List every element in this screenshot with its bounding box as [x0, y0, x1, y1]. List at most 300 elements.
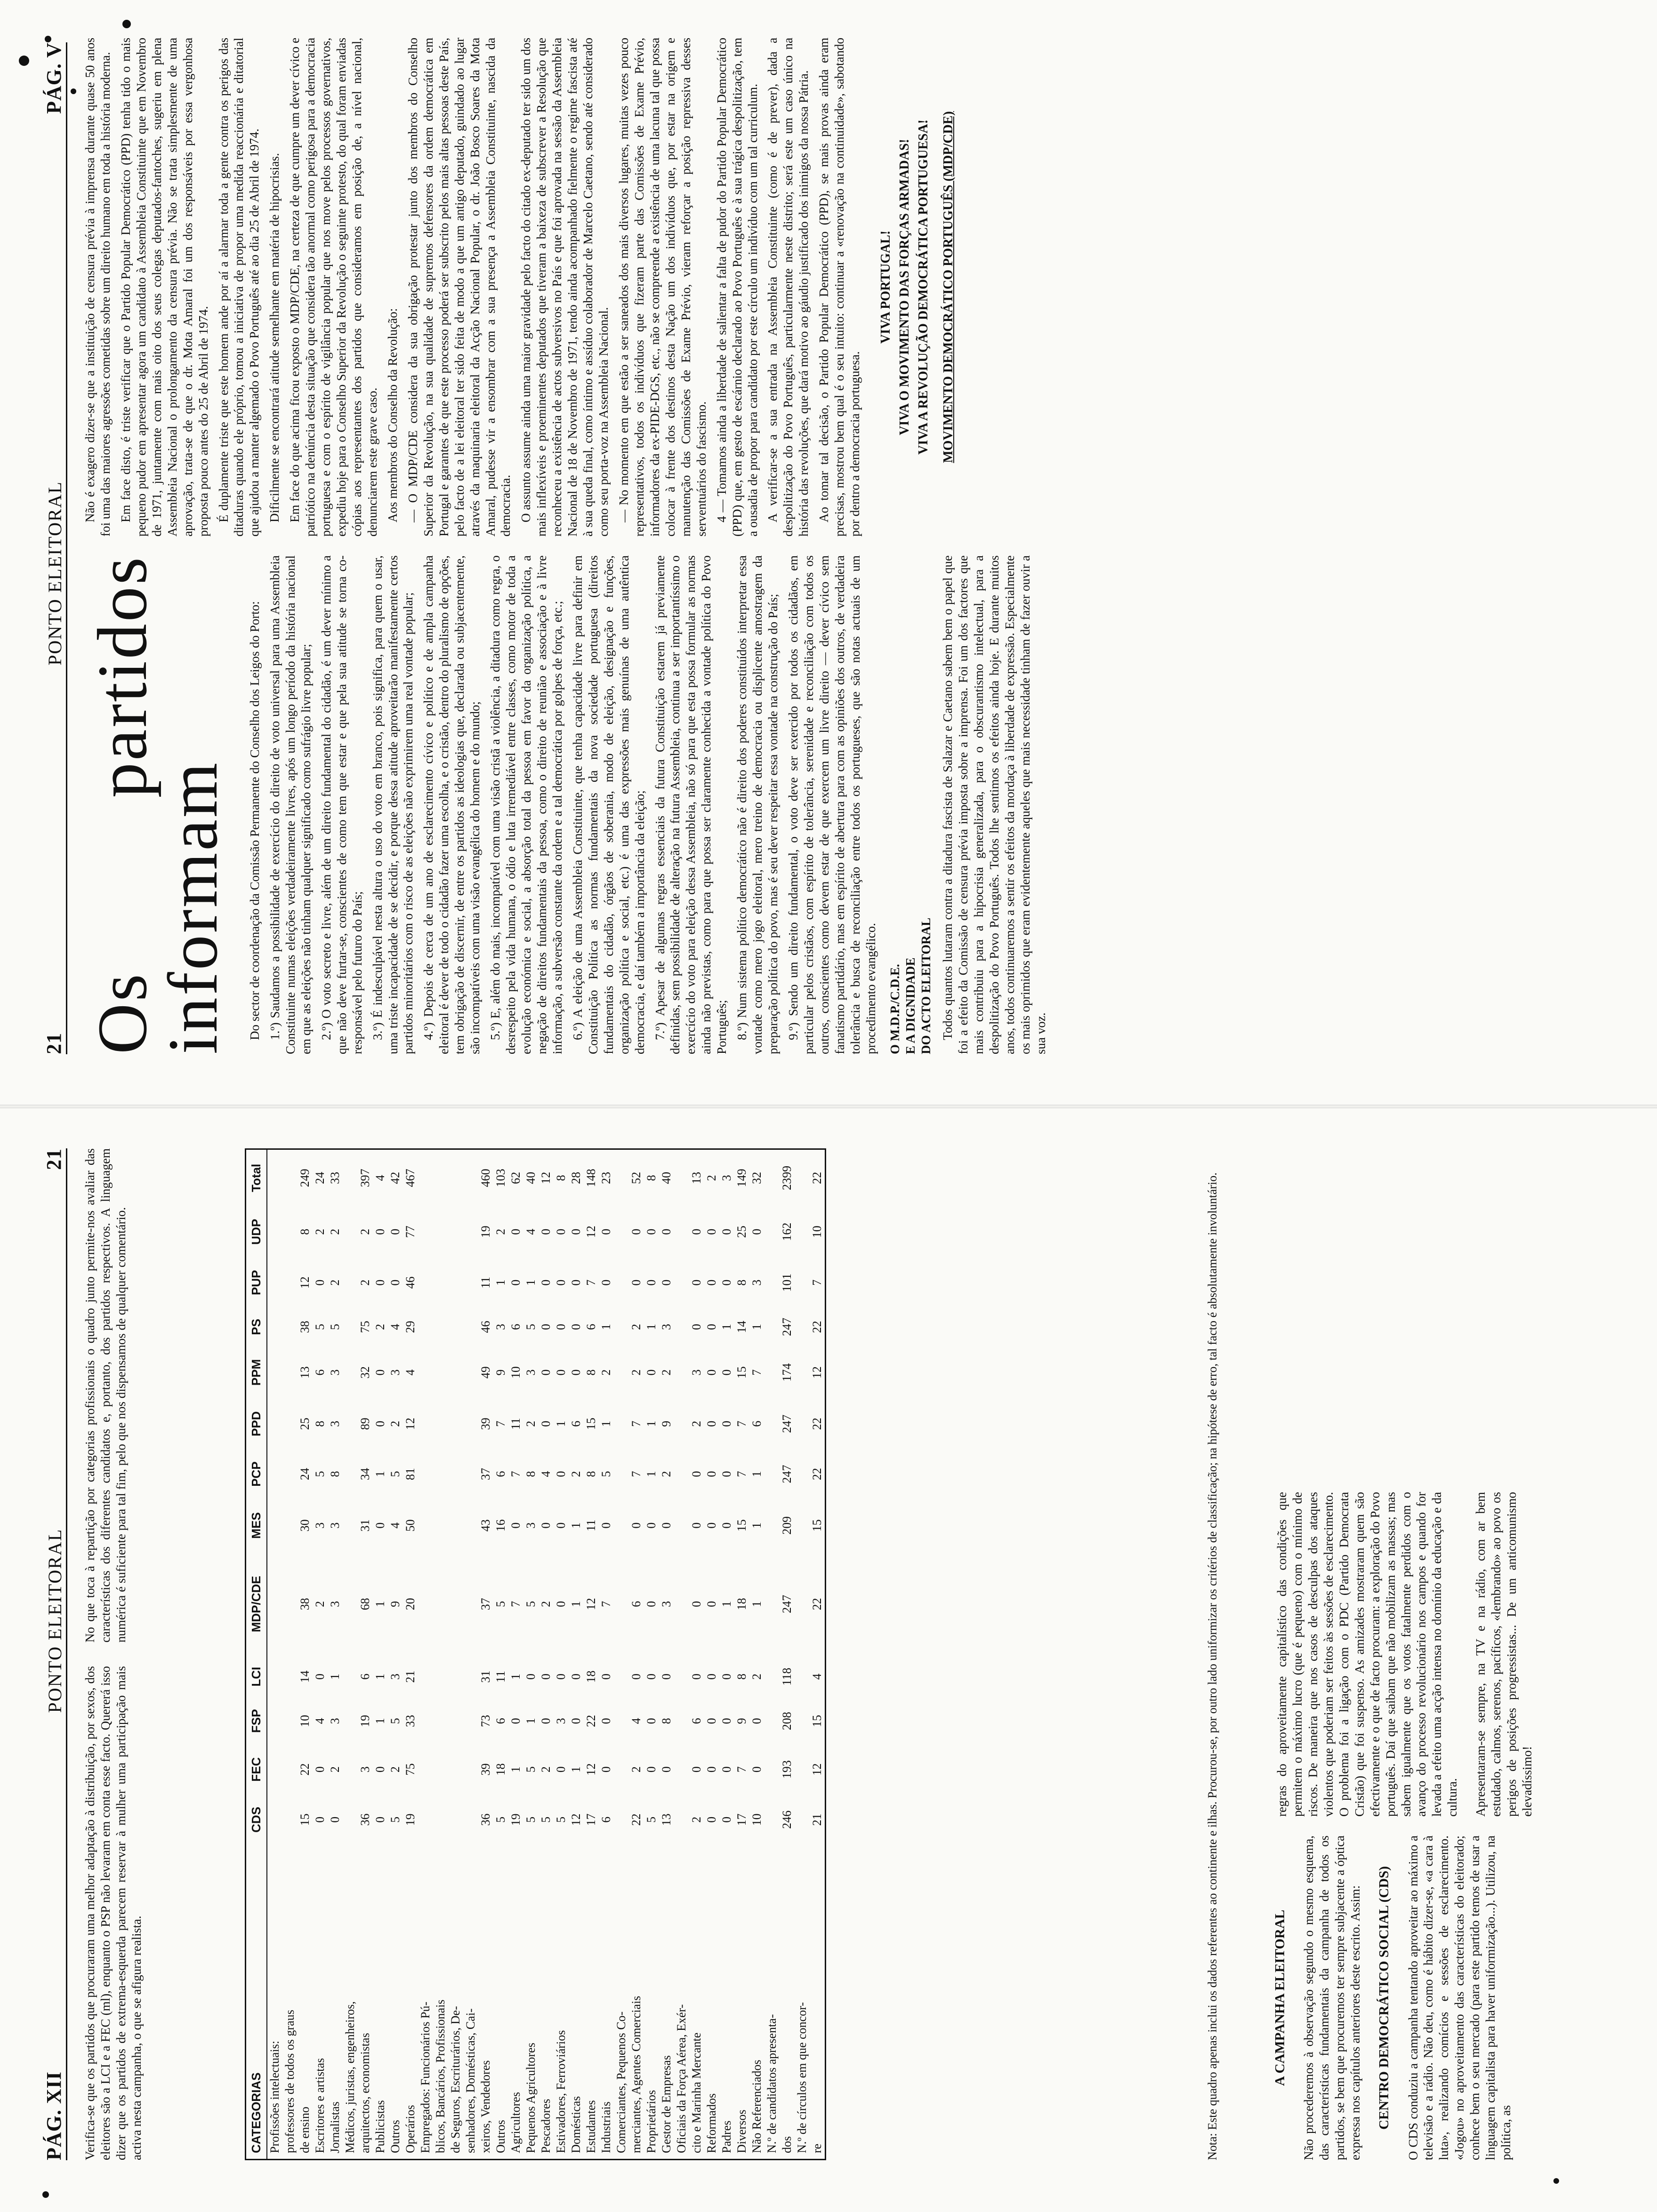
table-cell — [343, 1206, 358, 1258]
table-cell: 0 — [569, 1369, 583, 1376]
table-cell: 8 — [524, 1471, 538, 1477]
table-cell: 13 — [660, 1813, 673, 1826]
table-cell — [674, 1697, 689, 1745]
table-cell: 0 — [705, 1718, 718, 1724]
table-cell — [795, 1308, 810, 1346]
table-cell: 18 — [735, 1598, 748, 1611]
table-cell: 9 — [735, 1718, 748, 1724]
table-cell: 2 — [660, 1471, 673, 1477]
table-cell — [343, 1399, 358, 1449]
table-cell: 38 — [298, 1321, 312, 1333]
table-row — [358, 1149, 373, 2160]
profession-category-table — [245, 1148, 826, 2160]
table-cell: 0 — [720, 1279, 733, 1286]
table-cell: 1 — [494, 1279, 507, 1286]
category-label: Jornalistas — [328, 2101, 342, 2153]
table-cell: 0 — [690, 1522, 703, 1529]
table-cell — [764, 1794, 780, 1845]
category-label: Outros — [388, 2120, 402, 2153]
table-cell: 21 — [403, 1670, 417, 1683]
table-cell — [433, 1346, 448, 1399]
table-cell — [463, 1399, 478, 1449]
table-cell — [795, 1149, 810, 1206]
table-cell: 7 — [810, 1279, 824, 1286]
table-cell — [674, 1552, 689, 1656]
table-cell: 2 — [629, 1766, 643, 1773]
table-cell: 75 — [403, 1763, 417, 1776]
table-cell: 43 — [479, 1519, 492, 1532]
table-cell: 0 — [539, 1279, 553, 1286]
table-cell: 46 — [479, 1321, 492, 1333]
table-cell: 162 — [780, 1222, 794, 1241]
table-cell: 0 — [569, 1718, 583, 1724]
table-cell: 0 — [539, 1522, 553, 1529]
table-cell: 3 — [328, 1601, 342, 1607]
category-label: Escritores e artistas — [313, 2058, 327, 2153]
table-cell: 8 — [313, 1420, 327, 1427]
table-cell: 0 — [599, 1228, 613, 1235]
table-cell — [795, 1697, 810, 1745]
category-label: Comerciantes, Pequenos Co- — [614, 2011, 628, 2153]
category-label: Publicistas — [373, 2100, 387, 2153]
table-cell: 12 — [298, 1276, 312, 1289]
table-cell: 0 — [720, 1228, 733, 1235]
category-label: professores de todos os graus — [283, 2010, 297, 2153]
table-cell: 0 — [629, 1279, 643, 1286]
category-label: Gestor de Empresas — [660, 2055, 673, 2153]
table-cell — [343, 1308, 358, 1346]
table-cell — [282, 1656, 298, 1697]
table-cell — [463, 1258, 478, 1308]
mdp-paragraph: Dificilmente se encontrará atitude semelhante em matéria de hipocrisias. — [267, 153, 282, 522]
cds-continuation-2: Apresentaram-se sempre, na TV e na rádio, com ar bem estudado, calmos, serenos, pacíficos, «lembrando» ao povo os perigos de posições progressistas... De um anticomunismo elevadíssimo! — [1473, 1492, 1535, 1817]
table-cell: 2 — [358, 1228, 372, 1235]
table-cell — [674, 1499, 689, 1552]
right-section-title: PONTO ELEITORAL — [44, 481, 65, 665]
table-cell: 247 — [780, 1317, 794, 1336]
table-cell — [282, 1745, 298, 1794]
right-columns — [82, 38, 1619, 1054]
table-cell: 38 — [298, 1598, 312, 1611]
table-row — [403, 1149, 418, 2160]
table-row — [569, 1149, 584, 2160]
table-cell: 0 — [705, 1228, 718, 1235]
table-cell: 2 — [328, 1766, 342, 1773]
table-cell: 2 — [388, 1420, 402, 1427]
mdp-heading — [887, 555, 934, 1054]
table-cell: 7 — [735, 1766, 748, 1773]
table-cell — [614, 1656, 629, 1697]
article-title: Os partidos informam — [83, 555, 232, 1054]
table-cell — [674, 1656, 689, 1697]
table-cell: 0 — [569, 1674, 583, 1680]
table-cell: 29 — [403, 1321, 417, 1333]
table-cell — [433, 1149, 448, 1206]
table-cell — [418, 1552, 433, 1656]
mdp-paragraph: Em face disto, é triste verificar que o Partido Popular Democrático (PPD) tenha tido o mais pequeno pudor em apresentar agora um candidato à Assembleia Constituinte que em Novembro de 1971, juntamente com mais oito dos seus colegas deputados-fantoches, sugeriu em plena Assembleia Nacional o prolongamento da censura prévia. Não se trata simplesmente de uma aprovação, trata-se de que o dr. Mota Amaral foi um dos responsáveis por essa vergonhosa proposta pouco antes do 25 de Abril de 1974. — [118, 38, 210, 537]
campaign-column-2 — [1262, 1492, 1548, 1817]
table-cell: 5 — [524, 1816, 538, 1823]
table-cell — [267, 1399, 282, 1449]
table-cell: 10 — [298, 1715, 312, 1727]
table-cell: 5 — [599, 1471, 613, 1477]
table-cell: 0 — [554, 1228, 568, 1235]
table-cell: 5 — [524, 1766, 538, 1773]
mdp-heading-line-3: DO ACTO ELEITORAL — [918, 917, 933, 1054]
table-cell — [795, 1206, 810, 1258]
category-label: xeiros, Vendedores — [479, 2060, 492, 2153]
table-cell: 0 — [373, 1228, 387, 1235]
table-cell — [764, 1346, 780, 1399]
table-cell: 6 — [569, 1420, 583, 1427]
table-cell — [795, 1656, 810, 1697]
table-cell: 3 — [358, 1766, 372, 1773]
table-cell — [267, 1794, 282, 1845]
table-cell — [343, 1499, 358, 1552]
category-label: cito e Marinha Mercante — [690, 2032, 703, 2153]
table-cell: 18 — [494, 1763, 507, 1776]
table-cell: 7 — [509, 1471, 523, 1477]
table-cell: 1 — [524, 1718, 538, 1724]
category-label: Industriais — [599, 2101, 613, 2153]
table-cell — [764, 1697, 780, 1745]
table-cell: 3 — [328, 1522, 342, 1529]
table-row — [388, 1149, 403, 2160]
table-cell — [343, 1149, 358, 1206]
mdp-paragraph: Em face do que acima ficou exposto o MDP/CDE, na certeza de que cumpre um dever cívico e patriótico na denúncia desta situação que considera tão anormal como perigosa para a democracia portuguesa e com o espírito de vigilância popular que nos move pelos processos governativos, expediu hoje para o Conselho Superior da Revolução o seguinte protesto, do qual foram enviadas cópias aos representantes dos partidos que consideramos em posição de, a nível nacional, denunciarem este grave caso. — [288, 38, 379, 537]
table-cell — [433, 1308, 448, 1346]
table-cell: 0 — [690, 1766, 703, 1773]
table-cell: 0 — [720, 1420, 733, 1427]
ink-speck — [71, 88, 76, 94]
mdp-paragraph: — No momento em que estão a ser saneados dos mais diversos lugares, muitas vezes pouco representativos, todos os indivíduos que fizeram parte das Comissões de Exame Prévio, informadores da ex-PIDE-DGS, etc., não se compreende a existência de uma lacuna tal que possa colocar à frente dos destinos desta Nação um dos indivíduos que, por estar na origem e manutenção das Comissões de Exame Prévio, vieram reforçar a posição repressiva desses serventuários do fascismo. — [617, 38, 708, 537]
table-cell: 0 — [720, 1718, 733, 1724]
table-cell — [463, 1552, 478, 1656]
table-cell: 1 — [373, 1471, 387, 1477]
ink-speck — [42, 2191, 49, 2198]
table-cell — [418, 1697, 433, 1745]
table-cell — [795, 1449, 810, 1499]
table-row — [343, 1149, 358, 2160]
table-cell — [433, 1399, 448, 1449]
table-row — [373, 1149, 388, 2160]
table-cell: 2 — [750, 1674, 764, 1680]
table-cell: 2 — [388, 1766, 402, 1773]
table-cell: 0 — [660, 1674, 673, 1680]
table-cell: 3 — [328, 1369, 342, 1376]
table-cell: 0 — [313, 1674, 327, 1680]
table-cell: 3 — [313, 1522, 327, 1529]
table-cell: 4 — [313, 1718, 327, 1724]
category-label: Estudantes — [584, 2100, 598, 2153]
table-cell — [448, 1499, 463, 1552]
table-header-cell: FEC — [246, 1745, 267, 1794]
table-cell: 1 — [373, 1718, 387, 1724]
leigos-paragraph: 7.º) Apesar de algumas regras essenciais da futura Constituição estarem já previamente definidas, sem possibilidade de alteração na futura Assembleia, continua a ser importantíssimo o exercício do voto para eleição dessa Assembleia, não só para que esta possa formular as normas ainda não previstas, como para que possa ser claramente conhecida a vontade política do Povo Português; — [652, 555, 729, 1054]
table-row — [704, 1149, 719, 2160]
table-cell: 15 — [735, 1519, 748, 1532]
table-cell — [463, 1499, 478, 1552]
slogan-1: VIVA PORTUGAL! — [878, 230, 893, 344]
table-cell: 39 — [479, 1418, 492, 1430]
table-row — [433, 1149, 448, 2160]
leigos-paragraph: 1.º) Saudamos a possibilidade de exercício do direito de voto universal para uma Assembleia Constituinte numas eleições verdadeiramente livres, após um longo período da história nacional em que as eleições não tinham qualquer significado como sufrágio livre popular; — [267, 555, 313, 1054]
table-cell: 25 — [735, 1226, 748, 1238]
table-cell: 5 — [524, 1601, 538, 1607]
table-cell: 0 — [705, 1369, 718, 1376]
table-cell: 6 — [509, 1323, 523, 1330]
table-cell: 37 — [479, 1468, 492, 1481]
table-cell: 8 — [735, 1279, 748, 1286]
table-cell: 5 — [313, 1471, 327, 1477]
table-cell: 16 — [494, 1519, 507, 1532]
table-cell: 4 — [388, 1522, 402, 1529]
campaign-column-1 — [1262, 1835, 1527, 2160]
right-page-label: PÁG. V — [42, 42, 65, 114]
right-page-number: 21 — [42, 1033, 65, 1054]
table-cell — [433, 1449, 448, 1499]
leigos-paragraph: 4.º) Depois de cerca de um ano de esclarecimento cívico e político e de ampla campanha eleitoral é dever de todo o cidadão fazer uma escolha, e o cristão, dentro do pluralismo de opções, tem obrigação de discernir, de entre os partidos as ideologias que, declarada ou subjacentemente, são incompatíveis com uma visão evangélica do homem e do mundo; — [421, 555, 483, 1054]
table-cell: 15 — [298, 1813, 312, 1826]
table-cell: 2 — [599, 1369, 613, 1376]
table-cell — [282, 1206, 298, 1258]
table-cell: 460 — [479, 1169, 492, 1187]
table-cell: 8 — [328, 1471, 342, 1477]
table-cell: 3 — [660, 1601, 673, 1607]
table-cell: 0 — [720, 1471, 733, 1477]
table-cell: 15 — [810, 1715, 824, 1727]
table-cell — [267, 1258, 282, 1308]
table-cell: 3 — [388, 1674, 402, 1680]
table-cell — [343, 1449, 358, 1499]
table-cell: 0 — [720, 1766, 733, 1773]
table-cell — [764, 1258, 780, 1308]
table-cell: 0 — [629, 1522, 643, 1529]
table-cell — [463, 1149, 478, 1206]
table-cell: 17 — [735, 1813, 748, 1826]
table-cell — [433, 1656, 448, 1697]
table-cell: 5 — [539, 1816, 553, 1823]
table-cell: 0 — [705, 1674, 718, 1680]
table-cell — [418, 1745, 433, 1794]
table-cell — [614, 1399, 629, 1449]
table-cell — [433, 1552, 448, 1656]
table-cell: 247 — [780, 1465, 794, 1483]
table-cell: 2 — [569, 1471, 583, 1477]
table-cell — [795, 1346, 810, 1399]
category-label: Reformados — [705, 2093, 718, 2153]
table-cell — [282, 1346, 298, 1399]
table-cell: 46 — [403, 1276, 417, 1289]
leigos-paragraph: 8.º) Num sistema político democrático não é direito dos poderes constituídos interpretar essa vontade como mero jogo eleitoral, mero treino de democracia ou displicente amostragem da preparação política do povo, mas é seu dever respeitar essa vontade na construção do País; — [735, 555, 780, 1054]
table-cell: 73 — [479, 1715, 492, 1727]
ink-speck — [122, 20, 131, 28]
table-header-cell: CATEGORIAS — [246, 1845, 267, 2160]
leigos-paragraph: 6.º) A eleição de uma Assembleia Constituinte, que tenha capacidade livre para definir em Constituição Política as normas fundamentais da nova sociedade portuguesa (direitos fundamentais do cidadão, órgãos de soberania, modo de eleição, designação e funções, organização política e social, etc.) é uma das expressões mais genuínas de uma autêntica democracia, e daí também a importância da eleição; — [570, 555, 647, 1054]
table-cell: 0 — [660, 1279, 673, 1286]
table-cell: 0 — [644, 1674, 658, 1680]
table-cell: 5 — [644, 1816, 658, 1823]
table-cell: 36 — [479, 1813, 492, 1826]
table-cell: 0 — [690, 1471, 703, 1477]
category-label: Proprietários — [644, 2090, 658, 2153]
table-cell: 1 — [569, 1766, 583, 1773]
table-cell: 7 — [629, 1420, 643, 1427]
table-cell — [343, 1346, 358, 1399]
leigos-paragraph: 3.º) É indesculpável nesta altura o uso do voto em branco, pois significa, para quem o usar, uma triste incapacidade de se decidir, e porque dessa atitude aproveitarão manifestamente certos partidos minoritários com o risco de as eleições não exprimirem uma real vontade popular; — [370, 555, 416, 1054]
table-cell: 3 — [328, 1420, 342, 1427]
table-cell: 23 — [599, 1171, 613, 1184]
table-cell — [795, 1794, 810, 1845]
table-cell — [448, 1149, 463, 1206]
table-cell: 19 — [479, 1226, 492, 1238]
table-cell: 12 — [539, 1171, 553, 1184]
table-cell: 7 — [494, 1420, 507, 1427]
table-cell: 1 — [373, 1674, 387, 1680]
table-cell: 148 — [584, 1169, 598, 1187]
table-cell: 1 — [750, 1323, 764, 1330]
table-cell: 10 — [509, 1366, 523, 1379]
table-cell — [282, 1258, 298, 1308]
table-cell: 1 — [554, 1420, 568, 1427]
table-body — [267, 1149, 826, 2160]
category-label: Oficiais da Força Aérea, Exér- — [675, 2004, 688, 2153]
table-cell: 7 — [735, 1420, 748, 1427]
table-cell — [418, 1346, 433, 1399]
table-cell: 19 — [509, 1813, 523, 1826]
table-cell: 2 — [660, 1369, 673, 1376]
table-cell: 15 — [735, 1366, 748, 1379]
table-cell: 0 — [313, 1816, 327, 1823]
table-cell: 149 — [735, 1169, 748, 1187]
table-cell — [614, 1449, 629, 1499]
table-cell: 0 — [524, 1674, 538, 1680]
table-cell — [614, 1552, 629, 1656]
table-cell: 4 — [629, 1718, 643, 1724]
table-row — [719, 1149, 734, 2160]
category-label: Profissões intelectuais: — [268, 2040, 282, 2153]
category-label: Padres — [720, 2120, 733, 2153]
table-cell — [674, 1346, 689, 1399]
table-cell: 62 — [509, 1171, 523, 1184]
table-cell: 5 — [388, 1718, 402, 1724]
category-label: N.º de círculos em que concor- — [795, 2002, 809, 2153]
table-cell: 0 — [720, 1674, 733, 1680]
table-header-cell: MDP/CDE — [246, 1552, 267, 1656]
table-cell — [448, 1745, 463, 1794]
table-cell — [267, 1697, 282, 1745]
closing-slogans — [877, 38, 957, 537]
table-cell: 247 — [780, 1414, 794, 1433]
table-cell: 22 — [584, 1715, 598, 1727]
table-cell — [463, 1206, 478, 1258]
category-label: blicos, Bancários, Profissionais — [434, 1999, 447, 2153]
table-cell: 0 — [720, 1816, 733, 1823]
leigos-paragraph: 2.º) O voto secreto e livre, além de um direito fundamental do cidadão, é um dever mínimo a que não deve furtar-se, conscientes de como tem que estar e que pela sua atitude se torna co-responsável pelo futuro do País; — [319, 555, 364, 1054]
category-label: merciantes, Agentes Comerciais — [629, 1996, 643, 2153]
table-cell: 0 — [660, 1766, 673, 1773]
ink-speck — [45, 36, 51, 42]
left-page-number: 21 — [42, 1148, 65, 1170]
category-label: Agricultores — [509, 2092, 523, 2153]
table-cell: 14 — [735, 1321, 748, 1333]
leigos-paragraph: 9.º) Sendo um direito fundamental, o voto deve ser exercido por todos os cidadãos, em particular pelos cristãos, com espírito de tolerância, serenidade e reconciliação com todos os outros, conscientes como devem estar de que exercem um livre direito — dever cívico sem fanatismo partidário, mas em espírito de abertura para com as opiniões dos outros, de verdadeira tolerância e busca de reconciliação entre todos os portugueses, que são notas actuais de um procedimento evangélico. — [786, 555, 878, 1054]
table-cell: 0 — [373, 1522, 387, 1529]
table-cell: 2 — [494, 1228, 507, 1235]
left-intro — [82, 1148, 238, 2160]
table-cell — [614, 1308, 629, 1346]
table-cell — [764, 1499, 780, 1552]
table-cell: 0 — [750, 1718, 764, 1724]
table-cell — [282, 1149, 298, 1206]
table-cell — [614, 1499, 629, 1552]
table-cell — [433, 1794, 448, 1845]
table-row — [689, 1149, 704, 2160]
table-cell: 22 — [629, 1813, 643, 1826]
right-page-header — [33, 42, 67, 1054]
table-cell: 0 — [644, 1601, 658, 1607]
table-cell — [614, 1794, 629, 1845]
table-cell: 19 — [403, 1813, 417, 1826]
table-cell: 18 — [584, 1670, 598, 1683]
table-cell — [674, 1449, 689, 1499]
table-cell: 1 — [599, 1323, 613, 1330]
table-cell: 12 — [584, 1226, 598, 1238]
table-cell: 1 — [509, 1766, 523, 1773]
table-cell: 8 — [644, 1175, 658, 1181]
table-cell: 6 — [494, 1471, 507, 1477]
table-cell — [614, 1697, 629, 1745]
table-cell: 0 — [705, 1766, 718, 1773]
table-cell: 0 — [629, 1228, 643, 1235]
category-label: senhadores, Domésticas, Cai- — [464, 2008, 477, 2153]
table-cell: 12 — [403, 1418, 417, 1430]
table-cell: 0 — [539, 1420, 553, 1427]
table-cell — [795, 1399, 810, 1449]
intro-paragraph-right: No que toca à repartição por categorias profissionais o quadro junto permite-nos avaliar das características dos diferentes candidatos e, portanto, dos partidos respectivos. A linguagem numérica é suficiente para tal fim, pelo que nos dispensamos de qualquer comentário. — [83, 1148, 128, 1643]
table-cell: 1 — [644, 1420, 658, 1427]
table-cell — [764, 1399, 780, 1449]
leigos-paragraph: Do sector de coordenação da Comissão Permanente do Conselho dos Leigos do Porto: — [248, 601, 262, 1040]
table-cell: 15 — [810, 1519, 824, 1532]
table-cell — [614, 1346, 629, 1399]
table-cell: 50 — [403, 1519, 417, 1532]
table-cell: 1 — [569, 1601, 583, 1607]
table-cell — [674, 1794, 689, 1845]
table-cell: 22 — [810, 1598, 824, 1611]
table-cell: 39 — [479, 1763, 492, 1776]
campaign-heading: A CAMPANHA ELEITORAL — [1272, 1909, 1287, 2086]
table-cell: 103 — [494, 1169, 507, 1187]
table-row — [448, 1149, 463, 2160]
table-cell — [282, 1399, 298, 1449]
table-cell: 33 — [403, 1715, 417, 1727]
table-cell: 2 — [328, 1228, 342, 1235]
table-cell: 0 — [569, 1279, 583, 1286]
table-cell: 75 — [358, 1321, 372, 1333]
table-cell: 14 — [298, 1670, 312, 1683]
table-cell: 0 — [599, 1766, 613, 1773]
table-cell: 0 — [569, 1323, 583, 1330]
table-cell: 9 — [494, 1369, 507, 1376]
table-cell: 33 — [328, 1171, 342, 1184]
table-cell: 0 — [644, 1766, 658, 1773]
table-cell: 0 — [690, 1279, 703, 1286]
table-cell: 0 — [629, 1674, 643, 1680]
table-row — [508, 1149, 523, 2160]
table-cell: 2 — [629, 1369, 643, 1376]
table-cell — [418, 1308, 433, 1346]
